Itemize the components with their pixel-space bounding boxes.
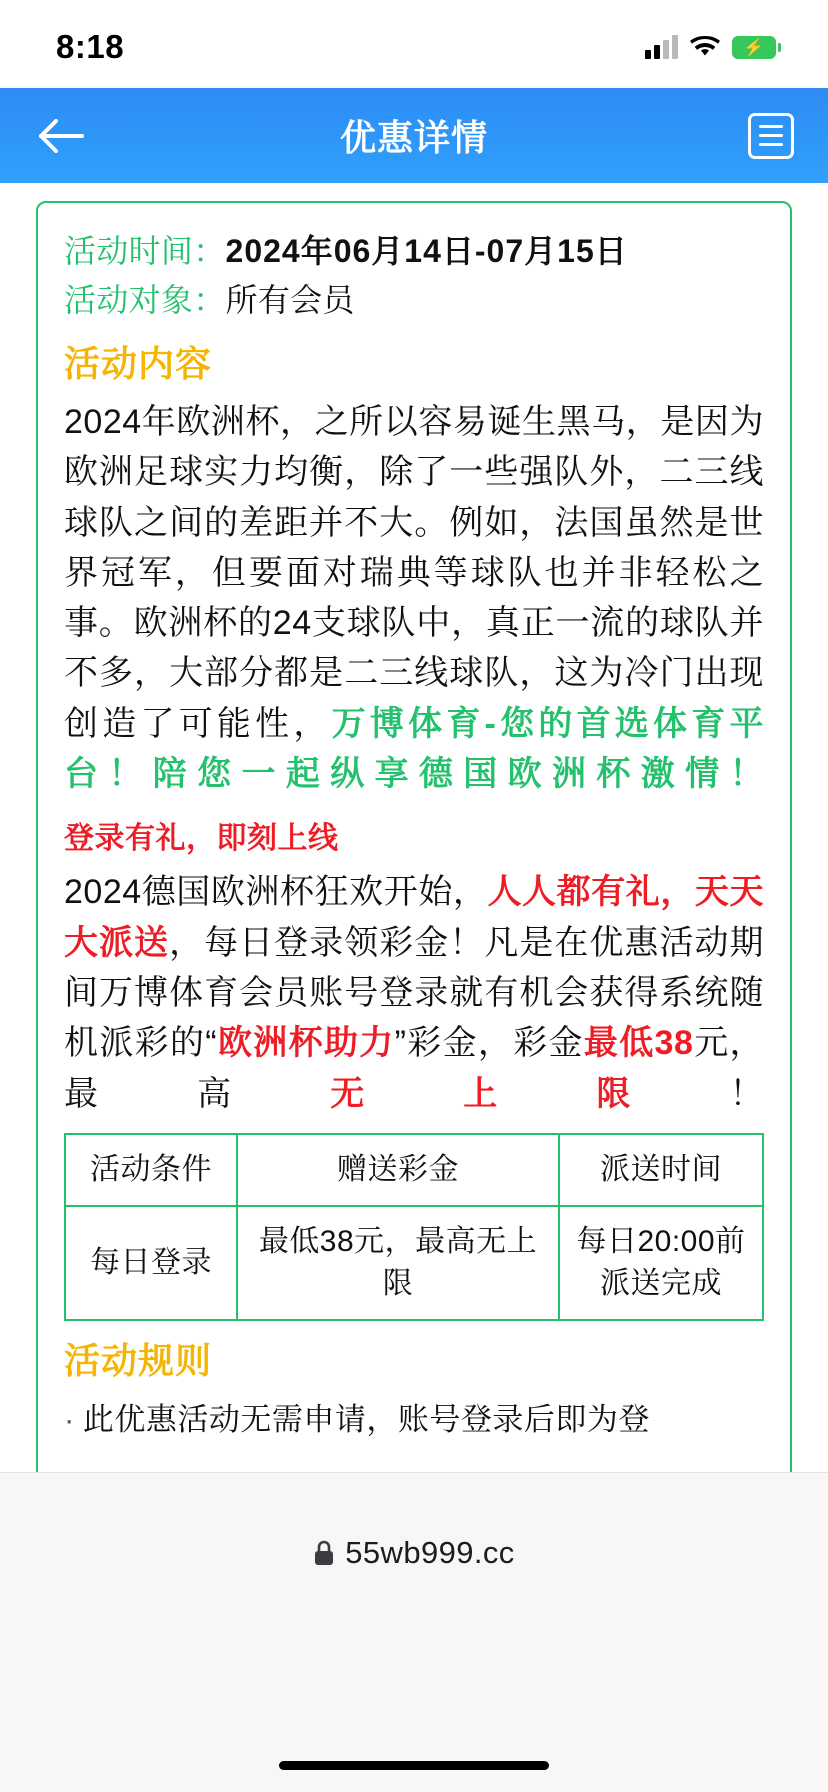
bonus-highlight-3: 最低38 [583, 1024, 694, 1063]
hamburger-menu-icon[interactable] [748, 113, 794, 159]
activity-target-value: 所有会员 [225, 282, 355, 319]
promo-card [36, 201, 792, 1473]
lock-icon [313, 1540, 335, 1566]
content-paragraph [64, 397, 764, 800]
rules-item-text: 此优惠活动无需申请，账号登录后即为登 [82, 1401, 650, 1437]
promo-table [64, 1133, 764, 1321]
bonus-text-5: ！ [729, 1074, 765, 1113]
login-gift-line: 登录有礼，即刻上线 [64, 822, 339, 856]
table-header-cell: 赠送彩金 [237, 1134, 559, 1206]
page-content [0, 183, 828, 1473]
status-bar [0, 0, 828, 88]
cellular-signal-icon [645, 35, 678, 59]
battery-charging-icon: ⚡ [732, 36, 776, 59]
content-section-title: 活动内容 [64, 342, 213, 384]
status-indicators [645, 29, 776, 59]
bonus-text-1: 2024德国欧洲杯狂欢开始， [64, 873, 488, 912]
table-header-row [65, 1134, 763, 1206]
activity-target-label: 活动对象： [64, 282, 226, 319]
bonus-paragraph [64, 867, 764, 1119]
content-black-text: 2024年欧洲杯，之所以容易诞生黑马，是因为欧洲足球实力均衡，除了一些强队外，二三线球队之间的差距并不大。例如，法国虽然是世界冠军，但要面对瑞典等球队也并非轻松之事。欧洲杯的24支球队中，真正一流的球队并不多，大部分都是二三线球队，这为冷门出现创造了可能性， [64, 402, 764, 743]
bonus-text-4: 元，最高 [64, 1024, 765, 1113]
table-cell: 每日20:00前派送完成 [559, 1206, 763, 1320]
bullet-icon: · [64, 1401, 75, 1437]
wifi-icon [690, 36, 720, 58]
rules-section-title: 活动规则 [64, 1339, 213, 1381]
browser-bottom-bar [0, 1472, 828, 1792]
page-title: 优惠详情 [339, 117, 488, 158]
table-header-cell: 派送时间 [559, 1134, 763, 1206]
bonus-text-2: ，每日登录领彩金！凡是在优惠活动期间万博体育会员账号登录就有机会获得系统随机派彩的“ [64, 923, 765, 1063]
table-row [65, 1206, 763, 1320]
status-time: 8:18 [56, 28, 125, 65]
activity-target-row [64, 278, 764, 323]
back-arrow-icon[interactable] [34, 109, 88, 163]
url-bar[interactable] [0, 1473, 828, 1571]
table-cell: 最低38元，最高无上限 [237, 1206, 559, 1320]
table-header-cell: 活动条件 [65, 1134, 237, 1206]
table-cell: 每日登录 [65, 1206, 237, 1320]
bonus-highlight-1: 人人都有礼，天天大派送 [64, 873, 764, 962]
bonus-text-3: ”彩金，彩金 [394, 1024, 584, 1063]
home-indicator [279, 1761, 549, 1770]
rules-list-item [64, 1394, 764, 1439]
bonus-highlight-4: 无上限 [330, 1074, 730, 1113]
activity-time-label: 活动时间： [64, 233, 226, 269]
nav-bar [0, 88, 828, 183]
bonus-highlight-2: 欧洲杯助力 [217, 1024, 395, 1063]
activity-time-value: 2024年06月14日-07月15日 [225, 233, 628, 269]
activity-time-row [64, 229, 764, 274]
url-text: 55wb999.cc [345, 1535, 515, 1570]
content-green-text: 万博体育-您的首选体育平台！陪您一起纵享德国欧洲杯激情！ [64, 704, 764, 794]
